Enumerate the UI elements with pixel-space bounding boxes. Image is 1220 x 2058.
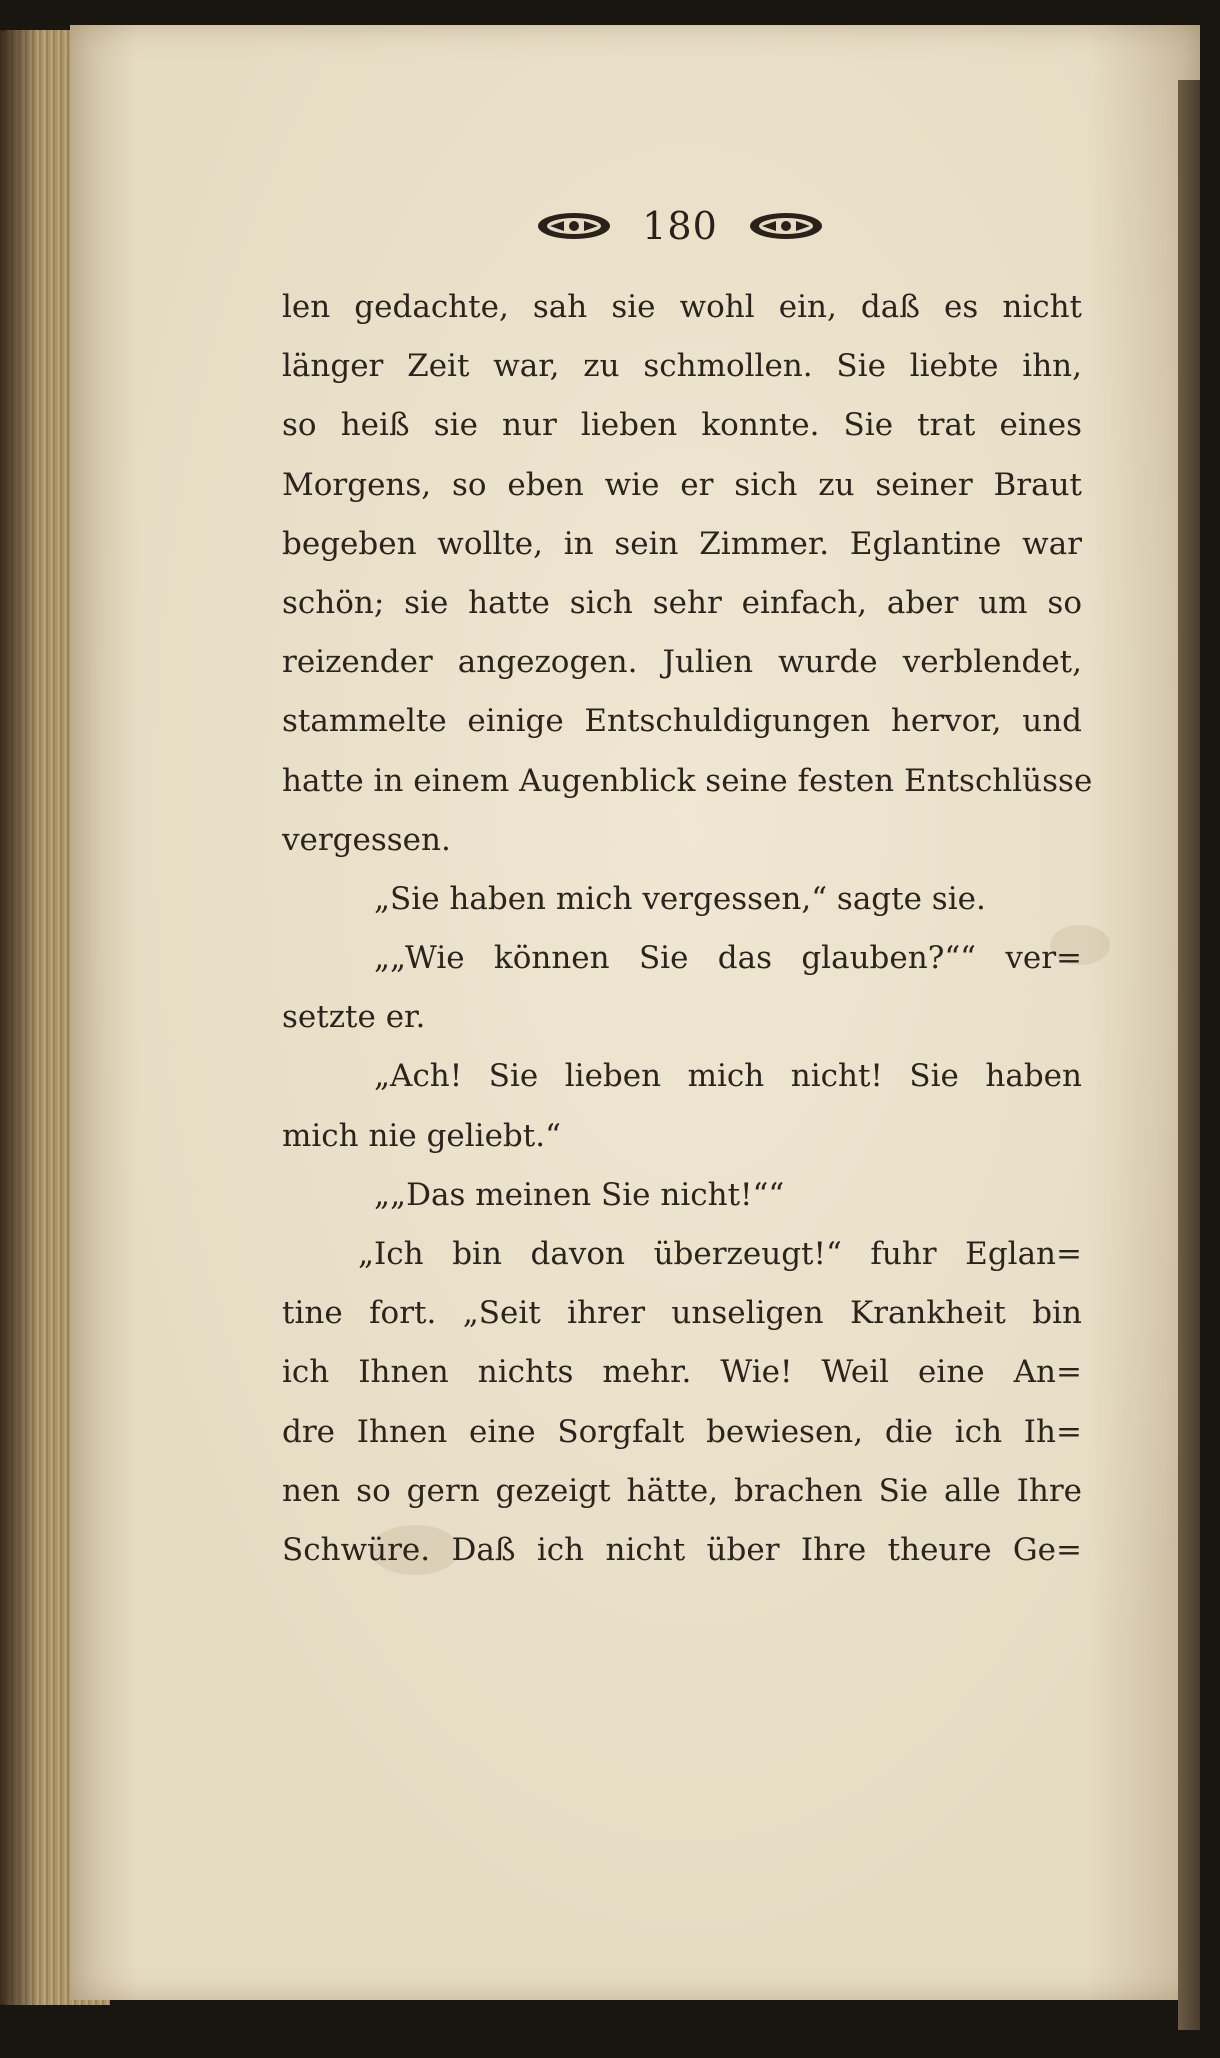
text-line: „Ich bin davon überzeugt!“ fuhr Eglan= xyxy=(358,1236,1082,1272)
page-header xyxy=(520,198,840,254)
text-line: mich nie geliebt.“ xyxy=(282,1117,561,1154)
text-line: len gedachte, sah sie wohl ein, daß es nicht xyxy=(282,289,1082,325)
text-line: Schwüre. Daß ich nicht über Ihre theure Ge= xyxy=(282,1531,1082,1568)
text-line: hatte in einem Augenblick seine festen Entschlüsse xyxy=(282,762,1093,799)
ornament-right-icon xyxy=(746,209,826,243)
text-line: begeben wollte, in sein Zimmer. Eglantine war xyxy=(282,525,1082,562)
text-line: länger Zeit war, zu schmollen. Sie liebte ihn, xyxy=(282,348,1082,385)
text-line: dre Ihnen eine Sorgfalt bewiesen, die ich Ih= xyxy=(282,1413,1082,1450)
text-line: „„Wie können Sie das glauben?““ ver= xyxy=(374,940,1082,977)
text-line: schön; sie hatte sich sehr einfach, aber um so xyxy=(282,584,1082,621)
text-line: „„Das meinen Sie nicht!““ xyxy=(374,1176,785,1213)
text-line: vergessen. xyxy=(282,821,451,858)
page-number: 180 xyxy=(642,204,718,248)
page-right-edge xyxy=(1178,80,1200,2030)
text-line: „Sie haben mich vergessen,“ sagte sie. xyxy=(374,880,986,917)
text-line: stammelte einige Entschuldigungen hervor, und xyxy=(282,703,1082,740)
spine-shadow xyxy=(0,30,40,2005)
text-line: ich Ihnen nichts mehr. Wie! Weil eine An= xyxy=(282,1354,1082,1391)
ornament-left-icon xyxy=(534,209,614,243)
text-line: so heiß sie nur lieben konnte. Sie trat eines xyxy=(282,407,1082,444)
body-text xyxy=(282,278,1093,1580)
text-line: setzte er. xyxy=(282,999,426,1036)
text-line: „Ach! Sie lieben mich nicht! Sie haben xyxy=(374,1058,1082,1095)
text-line: reizender angezogen. Julien wurde verblendet, xyxy=(282,644,1082,681)
text-line: Morgens, so eben wie er sich zu seiner Braut xyxy=(282,466,1082,503)
text-line: tine fort. „Seit ihrer unseligen Krankheit bin xyxy=(282,1295,1082,1332)
text-line: nen so gern gezeigt hätte, brachen Sie alle Ihre xyxy=(282,1472,1082,1509)
